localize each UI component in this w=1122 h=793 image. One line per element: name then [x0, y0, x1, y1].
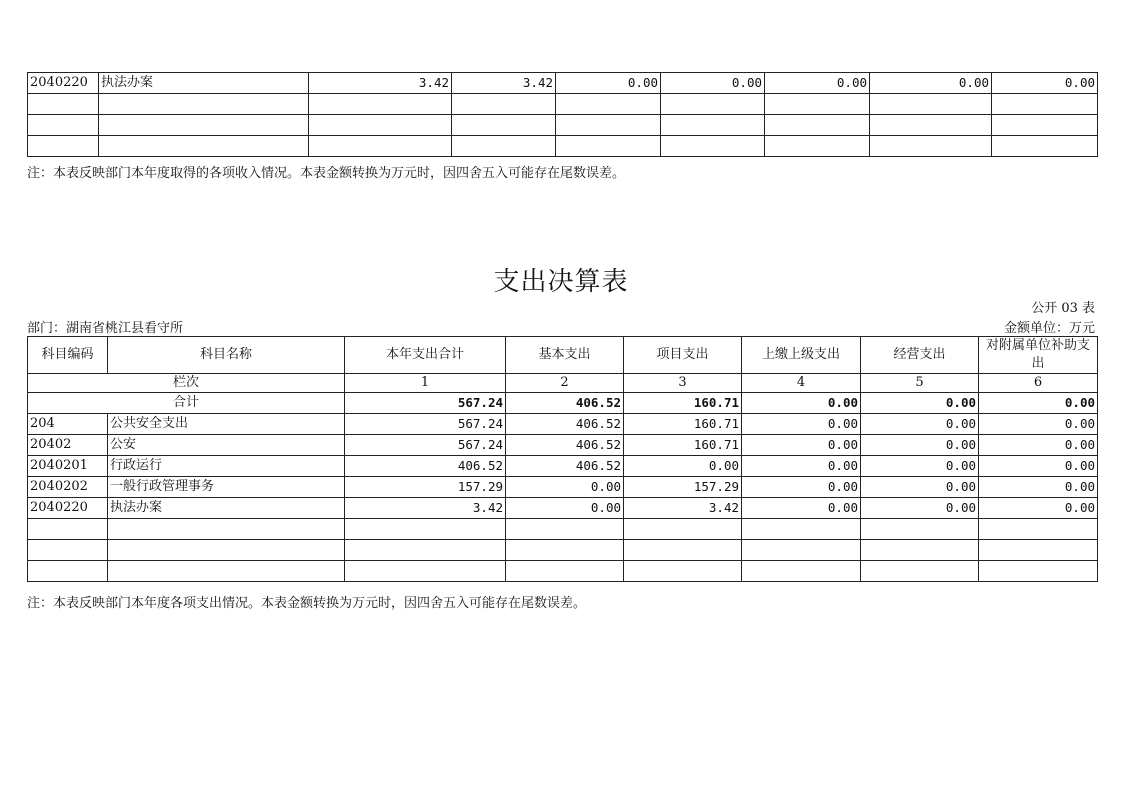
- amount-cell: [309, 115, 452, 136]
- amount-cell: 0.00: [742, 435, 861, 456]
- amount-cell: [506, 519, 624, 540]
- subject-name-cell: 公共安全支出: [108, 414, 345, 435]
- amount-cell: 406.52: [506, 435, 624, 456]
- amount-cell: [309, 136, 452, 157]
- amount-cell: [556, 94, 661, 115]
- total-value: 0.00: [979, 393, 1098, 414]
- amount-cell: 0.00: [979, 456, 1098, 477]
- amount-cell: 157.29: [345, 477, 506, 498]
- header-cell: 科目名称: [108, 337, 345, 374]
- subject-name-cell: [108, 519, 345, 540]
- column-number: 6: [979, 374, 1098, 393]
- amount-cell: 567.24: [345, 435, 506, 456]
- amount-cell: [506, 561, 624, 582]
- column-number: 3: [624, 374, 742, 393]
- table-row: [28, 73, 1098, 94]
- amount-cell: [861, 540, 979, 561]
- header-cell: 项目支出: [624, 337, 742, 374]
- column-number: 2: [506, 374, 624, 393]
- column-number: 4: [742, 374, 861, 393]
- amount-cell: [309, 94, 452, 115]
- amount-cell: [870, 136, 992, 157]
- subject-name-cell: [108, 540, 345, 561]
- amount-cell: [992, 136, 1098, 157]
- amount-cell: 406.52: [345, 456, 506, 477]
- table-row: [28, 477, 1098, 498]
- table-row: [28, 435, 1098, 456]
- header-cell: 对附属单位补助支出: [979, 337, 1098, 374]
- amount-cell: 0.00: [742, 414, 861, 435]
- total-label: 合计: [28, 393, 345, 414]
- amount-cell: 0.00: [979, 498, 1098, 519]
- amount-cell: 3.42: [624, 498, 742, 519]
- amount-cell: [979, 561, 1098, 582]
- amount-cell: 157.29: [624, 477, 742, 498]
- subject-name-cell: [99, 94, 309, 115]
- page-title: 支出决算表: [493, 267, 629, 297]
- subject-code-cell: [28, 115, 99, 136]
- amount-cell: [345, 561, 506, 582]
- amount-cell: [556, 136, 661, 157]
- amount-cell: [452, 136, 556, 157]
- amount-cell: [624, 561, 742, 582]
- amount-cell: [661, 115, 765, 136]
- table-row: [28, 414, 1098, 435]
- amount-cell: 0.00: [765, 73, 870, 94]
- amount-cell: [624, 540, 742, 561]
- amount-cell: [979, 540, 1098, 561]
- table-row: [28, 94, 1098, 115]
- amount-cell: 0.00: [742, 477, 861, 498]
- amount-cell: [870, 115, 992, 136]
- header-row: [28, 337, 1098, 374]
- amount-cell: [742, 540, 861, 561]
- amount-cell: 0.00: [870, 73, 992, 94]
- amount-cell: 3.42: [345, 498, 506, 519]
- subject-code-cell: 2040201: [28, 456, 108, 477]
- amount-cell: 0.00: [742, 456, 861, 477]
- table-code-label: 公开 03 表: [1031, 301, 1095, 316]
- amount-cell: [452, 115, 556, 136]
- subject-code-cell: 20402: [28, 435, 108, 456]
- column-number-row: [28, 374, 1098, 393]
- subject-code-cell: [28, 94, 99, 115]
- income-table-continued: [27, 72, 1098, 157]
- income-table-note: 注：本表反映部门本年度取得的各项收入情况。本表金额转换为万元时，因四舍五入可能存在尾数误差。: [27, 166, 626, 181]
- total-value: 567.24: [345, 393, 506, 414]
- table-row: [28, 115, 1098, 136]
- header-cell: 经营支出: [861, 337, 979, 374]
- subject-name-cell: [99, 115, 309, 136]
- subject-name-cell: [99, 136, 309, 157]
- amount-cell: [765, 115, 870, 136]
- amount-cell: 0.00: [979, 414, 1098, 435]
- expenditure-table: [27, 336, 1098, 582]
- table-row: [28, 498, 1098, 519]
- amount-cell: [661, 136, 765, 157]
- amount-cell: 160.71: [624, 414, 742, 435]
- subject-name-cell: [108, 561, 345, 582]
- table-row: [28, 136, 1098, 157]
- amount-cell: [870, 94, 992, 115]
- amount-cell: [861, 519, 979, 540]
- table-row: [28, 561, 1098, 582]
- subject-name-cell: 一般行政管理事务: [108, 477, 345, 498]
- amount-cell: 0.00: [506, 498, 624, 519]
- amount-cell: 0.00: [861, 456, 979, 477]
- subject-name-cell: 公安: [108, 435, 345, 456]
- subject-code-cell: [28, 519, 108, 540]
- subject-name-cell: 执法办案: [108, 498, 345, 519]
- subject-name-cell: 执法办案: [99, 73, 309, 94]
- amount-cell: [624, 519, 742, 540]
- total-row: [28, 393, 1098, 414]
- amount-cell: [506, 540, 624, 561]
- amount-cell: [345, 540, 506, 561]
- total-value: 0.00: [861, 393, 979, 414]
- subject-name-cell: 行政运行: [108, 456, 345, 477]
- column-number-label: 栏次: [28, 374, 345, 393]
- amount-cell: [861, 561, 979, 582]
- amount-cell: [979, 519, 1098, 540]
- amount-cell: 0.00: [861, 477, 979, 498]
- amount-cell: [765, 136, 870, 157]
- column-number: 5: [861, 374, 979, 393]
- column-number: 1: [345, 374, 506, 393]
- amount-cell: [992, 94, 1098, 115]
- subject-code-cell: 2040202: [28, 477, 108, 498]
- total-value: 406.52: [506, 393, 624, 414]
- header-cell: 上缴上级支出: [742, 337, 861, 374]
- amount-cell: 406.52: [506, 414, 624, 435]
- subject-code-cell: 204: [28, 414, 108, 435]
- amount-cell: 0.00: [742, 498, 861, 519]
- amount-cell: 0.00: [992, 73, 1098, 94]
- amount-cell: 0.00: [661, 73, 765, 94]
- amount-cell: [452, 94, 556, 115]
- amount-cell: [556, 115, 661, 136]
- amount-cell: 406.52: [506, 456, 624, 477]
- subject-code-cell: [28, 136, 99, 157]
- amount-cell: 0.00: [861, 435, 979, 456]
- header-cell: 本年支出合计: [345, 337, 506, 374]
- amount-cell: [742, 561, 861, 582]
- amount-cell: 160.71: [624, 435, 742, 456]
- amount-cell: [661, 94, 765, 115]
- table-row: [28, 540, 1098, 561]
- header-cell: 科目编码: [28, 337, 108, 374]
- department-label: 部门：湖南省桃江县看守所: [27, 321, 184, 336]
- amount-cell: [742, 519, 861, 540]
- amount-cell: [765, 94, 870, 115]
- amount-cell: 567.24: [345, 414, 506, 435]
- amount-cell: 3.42: [309, 73, 452, 94]
- amount-cell: 0.00: [979, 435, 1098, 456]
- subject-code-cell: [28, 561, 108, 582]
- table-row: [28, 456, 1098, 477]
- unit-label: 金额单位：万元: [1003, 321, 1095, 336]
- total-value: 0.00: [742, 393, 861, 414]
- table-row: [28, 519, 1098, 540]
- amount-cell: 0.00: [506, 477, 624, 498]
- subject-code-cell: 2040220: [28, 498, 108, 519]
- subject-code-cell: 2040220: [28, 73, 99, 94]
- amount-cell: 3.42: [452, 73, 556, 94]
- expenditure-table-note: 注：本表反映部门本年度各项支出情况。本表金额转换为万元时，因四舍五入可能存在尾数误差。: [27, 596, 587, 611]
- subject-code-cell: [28, 540, 108, 561]
- amount-cell: [345, 519, 506, 540]
- amount-cell: 0.00: [861, 498, 979, 519]
- total-value: 160.71: [624, 393, 742, 414]
- amount-cell: 0.00: [556, 73, 661, 94]
- amount-cell: 0.00: [624, 456, 742, 477]
- amount-cell: 0.00: [979, 477, 1098, 498]
- header-cell: 基本支出: [506, 337, 624, 374]
- amount-cell: [992, 115, 1098, 136]
- amount-cell: 0.00: [861, 414, 979, 435]
